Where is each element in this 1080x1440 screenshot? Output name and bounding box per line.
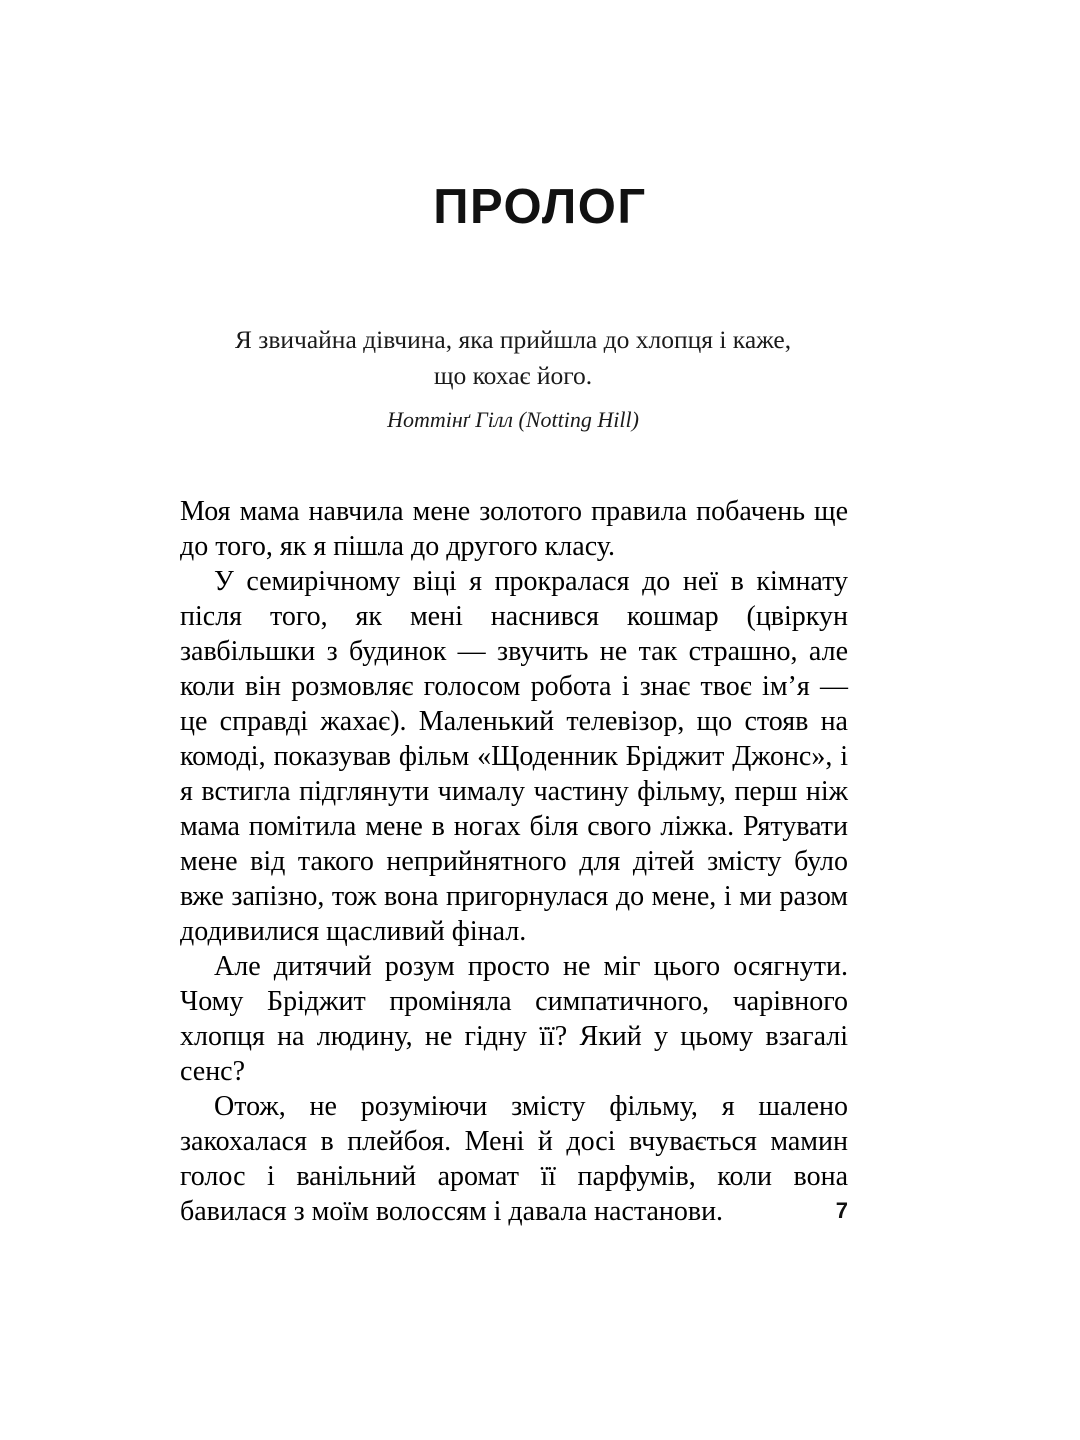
body-paragraph-4: Отож, не розуміючи змісту фільму, я шалено закохалася в плейбоя. Мені й досі вчувається мамин голос і ванільний аромат її парфумів, коли вона бавилася з моїм волоссям і давала настанови. [180,1091,848,1227]
body-copy [180,494,848,1229]
epigraph-source: Ноттінґ Гілл (Notting Hill) [387,407,639,432]
body-paragraph-3: Але дитячий розум просто не міг цього осягнути. Чому Бріджит проміняла симпатичного, чарівного хлопця на людину, не гідну її? Який у цьому взагалі сенс? [180,951,848,1087]
epigraph-quote-line-1: Я звичайна дівчина, яка прийшла до хлопця і каже, [234,325,792,354]
body-paragraph-1: Моя мама навчила мене золотого правила побачень ще до того, як я пішла до другого класу. [180,496,848,562]
page-number: 7 [835,1198,848,1223]
epigraph [180,322,846,434]
page-title: ПРОЛОГ [433,179,647,234]
epigraph-quote [180,322,846,394]
body-paragraph-2: У семирічному віці я прокралася до неї в кімнату після того, як мені наснився кошмар (цвіркун завбільшки з будинок — звучить не так страшно, але коли він розмовляє голосом робота і знає твоє ім’я — це справді жахає). Маленький телевізор, що стояв на комоді, показував фільм «Щоденник Бріджит Джонс», і я встигла підглянути чималу частину фільму, перш ніж мама помітила мене в ногах біля свого ліжка. Рятувати мене від такого неприйнятного для дітей змісту було вже запізно, тож вона пригорнулася до мене, і ми разом додивилися щасливий фінал. [180,566,848,947]
epigraph-quote-line-2: що кохає його. [433,361,593,390]
